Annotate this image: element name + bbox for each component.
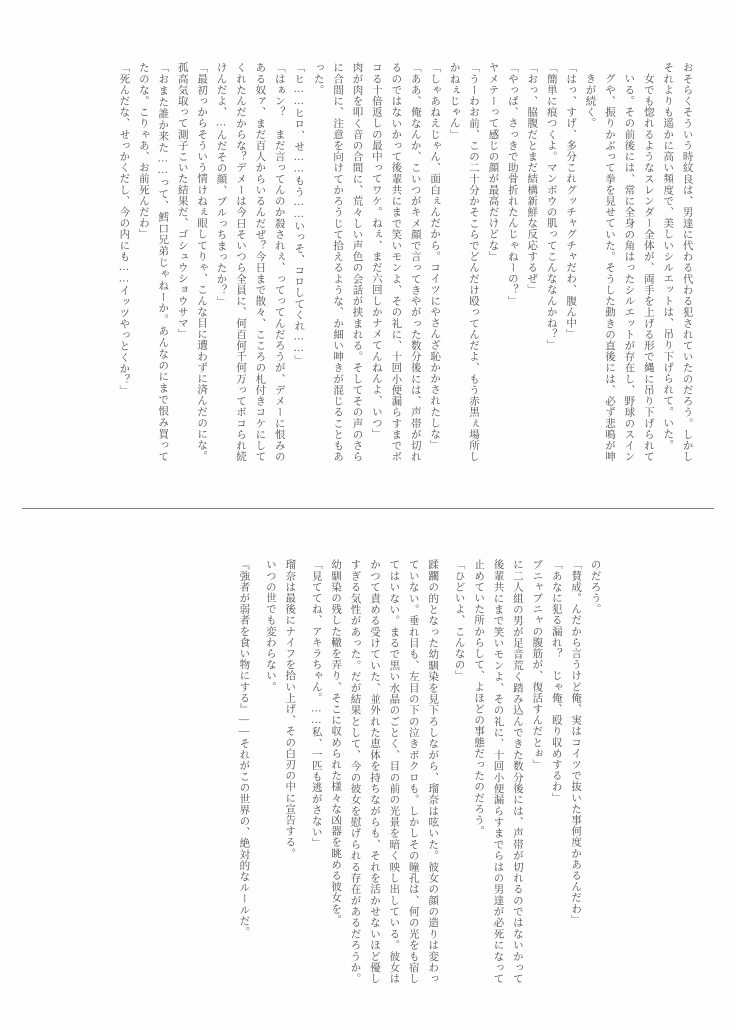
paragraph: 『強者が弱者を食い物にする』——それがこの世界の、絶対的なルールだ。 [238, 559, 250, 938]
paragraph: おそらくそういう時紋良は、男達に代わる代わる犯されていたのだろう。しかしそれよりも遥かに高い頻度で、美しいシルエットは、吊り下げられて。いた。 [662, 62, 693, 462]
paragraph: に二人組の男が足音荒く踏み込んできた数分後には、声帯が切れるのではないかって後輩共にまで笑いモンよ、その礼に、十回小便漏らすまでらはの男達が必死になって止めていた所からして、よほどの事態だったのだろう。 [473, 559, 523, 984]
paragraph: ヤメテーって感じの顔が最高だけどな」 [487, 62, 499, 262]
paragraph: 瑠奈は最後にナイフを拾い上げ、その白刃の中に宣告する。 [284, 559, 296, 859]
paragraph: 「見ててね、アキラちゃん。……私、一匹も逃がさない」 [310, 559, 322, 849]
paragraph: 「簡単に痕つくよ。マンボウの肌ってこんななんかね？」 [545, 62, 557, 351]
bottom-page-panel [0, 509, 736, 1030]
paragraph: 「はっ、すげ、多分これグッチャグチャだわ、腹ん中」 [565, 62, 577, 340]
paragraph: 「やっぱ、さっきで助骨折れたんじゃねーの？」 [506, 62, 518, 307]
paragraph: 「おまた誰か来た……って、鱈口兄弟じゃねーか。あんなのにまで恨み買ってたのな。こりゃあ、お前死んだわ」 [137, 62, 169, 462]
bottom-panel-text-column [34, 509, 675, 1030]
paragraph: 孤高気取って測子こいた結果だ、ゴシュウショウサマ」 [176, 62, 188, 340]
paragraph: 「ヒ……ヒロ、せ……もう……いっそ、コロしてくれ……」 [293, 62, 305, 366]
paragraph: 「おっ、脇腹だとまだ結構新鮮な反応するぜ」 [526, 62, 538, 296]
paragraph: 蹂躙の的となった幼馴染を見下ろしながら、瑠奈は呟いた。彼女の顔の造りは変わっていない。垂れ目も、左目の下の泣きボクロも。しかしその瞳孔は、何の光をも宿してはいない。まるで黒い水晶のごとく、目の前の光景を暗く映し出している。彼女はかつて責める受けていた、並外れた恵体を持ちながらも、それを活かせないほど優しすぎる気性があった。だが結果として、今の彼女を慰げられる存在があるだろうか。幼馴染の残した轍を弄り、そこに収められた様々な凶器を眺める彼女を。 [330, 559, 439, 984]
paragraph: いつの世でも変わらない。 [264, 559, 276, 693]
paragraph: 「最初っからそういう情けねぇ眼してりゃ、こんな目に遭わずに済んだのにな。 [196, 62, 208, 462]
top-panel-text-column [34, 0, 736, 508]
paragraph: 肉が肉を叩く音の合間に、荒々しい声色の会話が挟まれる。そしてその声のさらに合間に、注意を向けてかろうじて拾えるような、か細い呻きが混じることもあった。 [312, 62, 363, 462]
paragraph: 「うーわお前、この二十分かそこらでどんだけ殴ってんだよ、もう赤黒ぇ場所しかねぇじゃん」 [448, 62, 480, 462]
paragraph: 「ああ、俺なんか、こいつがキメ顔で言ってきやがった数分後には、声帯が切れるのではないかって後輩共にまで笑いモンよ、その礼に、十回小便漏らすまでボコる十倍返しの最中ってワケ。ねぇ、まだ六回しかナメてんねんよ、いつ」 [370, 62, 421, 462]
paragraph: 「死んだな、せっかくだし、今の内にも……イッツやっとくか？」 [118, 62, 130, 396]
paragraph: 「ひどいよ、こんなの」 [453, 559, 465, 682]
paragraph: 「あなに犯る漏れ？ じゃ俺、殴り収めするわ」 [550, 559, 562, 804]
paragraph: のだろう。 [589, 559, 601, 615]
paragraph: 「はぁン？ まだ言ってんのか殺されぇ、ってってんだろうが、デメーに恨みのある奴ァ、まだ百人からいるんだぜ？今日まで散々、こころの札付きコケにしてくれたんだからな？デメーは今日そいつら全員に、何百何千何万ってボコられ続けんだよ、…んだその顔、ブルっちまったか？」 [215, 62, 285, 462]
paragraph: 女でも惚れるようなスレンダー全体が、両手を上げる形で縄に吊り下げられている。その前後には、常に全身の角はったシルエットが存在し、野球のスイングや、振りかぶって拳を見せていた。そうした動きの直後には、必ず悲鳴が呻きが続く。 [584, 73, 654, 462]
paragraph: 「賛成。んだから言うけど俺、実はコイツで抜いた事何度かあるんだわ」 [570, 559, 582, 926]
paragraph: ブニャブニャの腹筋が、復活すんだとぉ」 [531, 559, 543, 770]
top-page-panel [0, 0, 736, 508]
paragraph: 「しゃあねえじゃん、面白ぇんだから。コイツにやさんざ恥かかされたしな」 [429, 62, 441, 451]
